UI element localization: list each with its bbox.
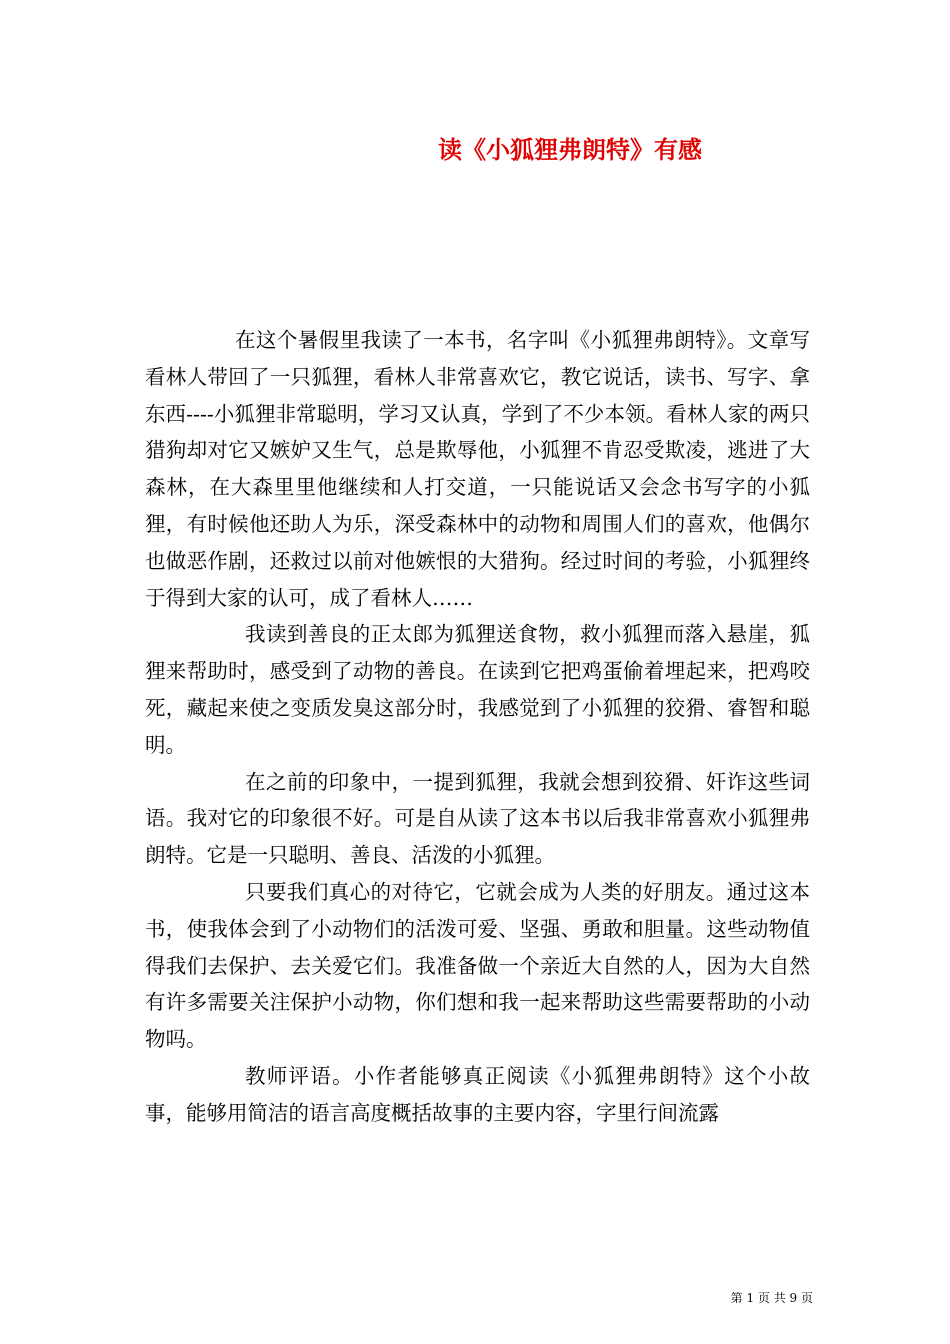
page-title: 读《小狐狸弗朗特》有感: [438, 135, 702, 164]
paragraph-5: 教师评语。小作者能够真正阅读《小狐狸弗朗特》这个小故事，能够用简洁的语言高度概括故事的主要内容，字里行间流露: [145, 1063, 810, 1125]
paragraph-4: 只要我们真心的对待它，它就会成为人类的好朋友。通过这本书，使我体会到了小动物们的活泼可爱、坚强、勇敢和胆量。这些动物值得我们去保护、去关爱它们。我准备做一个亲近大自然的人，因为大自然有许多需要关注保护小动物，你们想和我一起来帮助这些需要帮助的小动物吗。: [145, 879, 810, 1052]
article-body: [145, 322, 810, 1132]
page-number-footer: 第 1 页 共 9 页: [730, 1291, 813, 1305]
paragraph-2: 我读到善良的正太郎为狐狸送食物，救小狐狸而落入悬崖，狐狸来帮助时，感受到了动物的善良。在读到它把鸡蛋偷着埋起来，把鸡咬死，藏起来使之变质发臭这部分时，我感觉到了小狐狸的狡猾、睿智和聪明。: [145, 622, 810, 757]
paragraph-3: 在之前的印象中，一提到狐狸，我就会想到狡猾、奸诈这些词语。我对它的印象很不好。可是自从读了这本书以后我非常喜欢小狐狸弗朗特。它是一只聪明、善良、活泼的小狐狸。: [145, 769, 810, 868]
paragraph-1: 在这个暑假里我读了一本书，名字叫《小狐狸弗朗特》。文章写看林人带回了一只狐狸，看林人非常喜欢它，教它说话，读书、写字、拿东西----小狐狸非常聪明，学习又认真，学到了不少本领。看林人家的两只猎狗却对它又嫉妒又生气，总是欺辱他，小狐狸不肯忍受欺凌，逃进了大森林，在大森里里他继续和人打交道，一只能说话又会念书写字的小狐狸，有时候他还助人为乐，深受森林中的动物和周围人们的喜欢，他偶尔也做恶作剧，还救过以前对他嫉恨的大猎狗。经过时间的考验，小狐狸终于得到大家的认可，成了看林人……: [145, 328, 810, 610]
